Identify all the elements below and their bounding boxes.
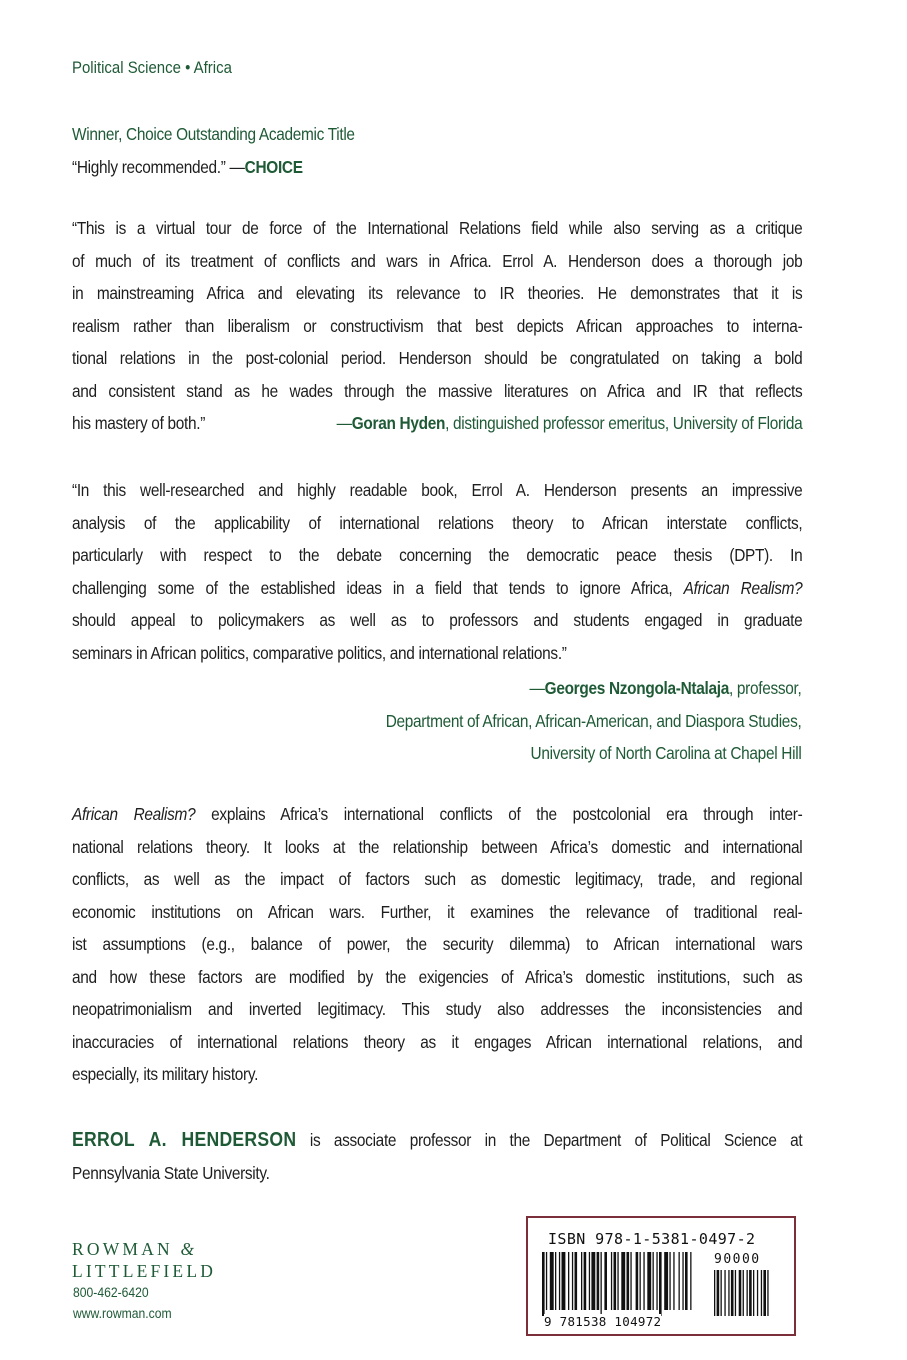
quote-attribution xyxy=(337,407,803,440)
choice-quote: “Highly recommended.” — xyxy=(72,156,245,177)
author-bio-line xyxy=(72,1124,802,1157)
barcode-bar xyxy=(673,1252,674,1310)
review-quote-hyden xyxy=(72,212,802,440)
barcode-addon-digits: 90000 xyxy=(714,1252,761,1267)
barcode-bar xyxy=(604,1252,607,1310)
barcode-addon-bar xyxy=(747,1270,748,1316)
barcode-bar xyxy=(669,1252,670,1310)
barcode-bar xyxy=(656,1252,657,1310)
barcode-bar xyxy=(614,1252,617,1310)
barcode-bar xyxy=(627,1252,630,1310)
quote-line: his mastery of both.” xyxy=(72,413,206,433)
barcode-addon-bar xyxy=(721,1270,722,1316)
barcode-bar xyxy=(621,1252,625,1310)
barcode-bar xyxy=(653,1252,654,1310)
description-line: conflicts, as well as the impact of factors such as domestic legitimacy, trade, and regional xyxy=(72,869,803,889)
publisher-phone: 800-462-6420 xyxy=(73,1285,149,1300)
barcode-bar xyxy=(589,1252,590,1310)
attribution-line xyxy=(385,672,801,705)
barcode-ean-digits: 9 781538 104972 xyxy=(544,1314,662,1329)
barcode-bar xyxy=(562,1252,566,1310)
isbn-barcode-box xyxy=(526,1216,796,1336)
quote-line-text: challenging some of the established ideas in a field that tends to ignore Africa, xyxy=(72,577,684,598)
barcode-bar xyxy=(679,1252,680,1310)
barcode-bar xyxy=(581,1252,582,1310)
description-line: national relations theory. It looks at the relationship between Africa’s domestic and international xyxy=(72,836,803,857)
quote-line: analysis of the applicability of international relations theory to African interstate conflicts, xyxy=(72,512,803,533)
quote-line: seminars in African politics, comparative politics, and international relations.” xyxy=(72,642,567,663)
barcode-addon-bar xyxy=(761,1270,762,1316)
publisher-website: www.rowman.com xyxy=(73,1306,172,1321)
quote-line: “This is a virtual tour de force of the International Relations field while also serving as a critique xyxy=(72,218,803,238)
publisher-name-part: ROWMAN xyxy=(72,1239,181,1259)
barcode-bar xyxy=(575,1252,578,1310)
choice-source: CHOICE xyxy=(244,156,303,177)
barcode-addon-bar xyxy=(739,1270,742,1316)
quote-line: tional relations in the post-colonial period. Henderson should be congratulated on taking a bold xyxy=(72,348,803,368)
category-bullet: • xyxy=(185,58,191,77)
barcode-bar xyxy=(682,1252,683,1310)
book-description xyxy=(72,798,802,1091)
barcode-bar xyxy=(597,1252,600,1310)
description-text: explains Africa’s international conflicts of the postcolonial era through inter- xyxy=(195,804,803,824)
attribution-dept: Department of African, African-American, and Diaspora Studies, xyxy=(385,710,801,731)
barcode-bar xyxy=(640,1252,641,1310)
barcode-addon-bar xyxy=(753,1270,754,1316)
barcode-addon-bar xyxy=(731,1270,734,1316)
barcode-addon-bar xyxy=(743,1270,744,1316)
awards-block xyxy=(72,118,802,183)
quote-line: particularly with respect to the debate concerning the democratic peace thesis (DPT). In xyxy=(72,545,803,565)
barcode-addon-bar xyxy=(735,1270,736,1316)
attribution-univ: University of North Carolina at Chapel Hill xyxy=(530,743,801,763)
barcode-addon-bar xyxy=(717,1270,720,1316)
review-quote-nzongola xyxy=(72,474,802,669)
quote-line: should appeal to policymakers as well as to professors and students engaged in graduate xyxy=(72,610,803,630)
barcode-addon-bar xyxy=(749,1270,752,1316)
description-line: neopatrimonialism and inverted legitimacy. This study also addresses the inconsistencies and xyxy=(72,999,803,1019)
attribution-name: Goran Hyden xyxy=(351,413,446,433)
barcode-bar xyxy=(591,1252,595,1310)
category-region: Africa xyxy=(193,58,232,77)
barcode-addon-bar xyxy=(763,1270,766,1316)
author-name: ERROL A. HENDERSON xyxy=(72,1129,297,1151)
description-line xyxy=(72,798,802,831)
publisher-name-line2: LITTLEFIELD xyxy=(72,1261,217,1281)
quote-final-line xyxy=(72,407,802,440)
description-line: inaccuracies of international relations theory as it engages African international relations, and xyxy=(72,1031,803,1052)
attribution-title: , distinguished professor emeritus, University of Florida xyxy=(445,413,803,433)
barcode-bar xyxy=(542,1252,545,1316)
barcode-bar xyxy=(584,1252,587,1310)
category-line xyxy=(72,56,232,80)
publisher-name-line1 xyxy=(72,1238,216,1260)
barcode-addon-bar xyxy=(728,1270,729,1316)
category-subject: Political Science xyxy=(72,58,181,77)
author-bio xyxy=(72,1124,802,1189)
attribution-name: Georges Nzongola-Ntalaja xyxy=(544,678,729,698)
barcode-bar xyxy=(568,1252,569,1310)
description-line: and how these factors are modified by the exigencies of Africa’s domestic institutions, such as xyxy=(72,966,803,987)
quote-line: in mainstreaming Africa and elevating its relevance to IR theories. He demonstrates that it is xyxy=(72,283,803,303)
barcode-bar xyxy=(690,1252,691,1310)
barcode-bar xyxy=(550,1252,554,1310)
barcode-bar xyxy=(559,1252,560,1310)
award-line: Winner, Choice Outstanding Academic Title xyxy=(72,124,355,144)
barcode-bar xyxy=(555,1252,556,1310)
choice-blurb xyxy=(72,151,802,184)
quote-line: “In this well-researched and highly readable book, Errol A. Henderson presents an impressive xyxy=(72,480,803,500)
barcode-bar xyxy=(685,1252,688,1310)
description-line: ist assumptions (e.g., balance of power, the security dilemma) to African international wars xyxy=(72,934,803,954)
author-bio-text: is associate professor in the Department of Political Science at xyxy=(296,1130,803,1150)
book-title: African Realism? xyxy=(683,577,803,598)
publisher-logo xyxy=(72,1238,216,1282)
description-line: especially, its military history. xyxy=(72,1064,259,1084)
barcode-bar xyxy=(643,1252,644,1310)
barcode-addon-bar xyxy=(724,1270,725,1316)
barcode-addon-bar xyxy=(757,1270,758,1316)
author-bio-line: Pennsylvania State University. xyxy=(72,1162,270,1183)
barcode-bar xyxy=(617,1252,618,1310)
barcode-bar xyxy=(630,1252,631,1310)
barcode-addon-bar xyxy=(767,1270,768,1316)
description-line: economic institutions on African wars. Further, it examines the relevance of traditional real- xyxy=(72,901,803,922)
barcode-bar xyxy=(611,1252,612,1310)
attribution-dash: — xyxy=(336,413,352,433)
quote-attribution-nzongola xyxy=(385,672,801,770)
barcode-bar xyxy=(659,1252,662,1316)
quote-line: and consistent stand as he wades through the massive literatures on Africa and IR that reflects xyxy=(72,380,803,401)
barcode-bar xyxy=(572,1252,573,1310)
barcode-bar xyxy=(636,1252,639,1310)
attribution-dash: — xyxy=(529,678,545,698)
barcode-bar xyxy=(664,1252,668,1310)
book-title: African Realism? xyxy=(72,804,196,824)
isbn-label: ISBN 978-1-5381-0497-2 xyxy=(548,1230,756,1248)
publisher-ampersand: & xyxy=(180,1239,195,1259)
quote-line: of much of its treatment of conflicts and wars in Africa. Errol A. Henderson does a thorough job xyxy=(72,250,803,271)
barcode-bar xyxy=(647,1252,651,1310)
quote-line: realism rather than liberalism or constructivism that best depicts African approaches to interna- xyxy=(72,315,803,336)
barcode-bar xyxy=(546,1252,547,1310)
barcode-bar xyxy=(601,1252,602,1316)
quote-line xyxy=(72,572,802,605)
barcode-addon-bar xyxy=(714,1270,715,1316)
attribution-role: , professor, xyxy=(728,678,801,698)
